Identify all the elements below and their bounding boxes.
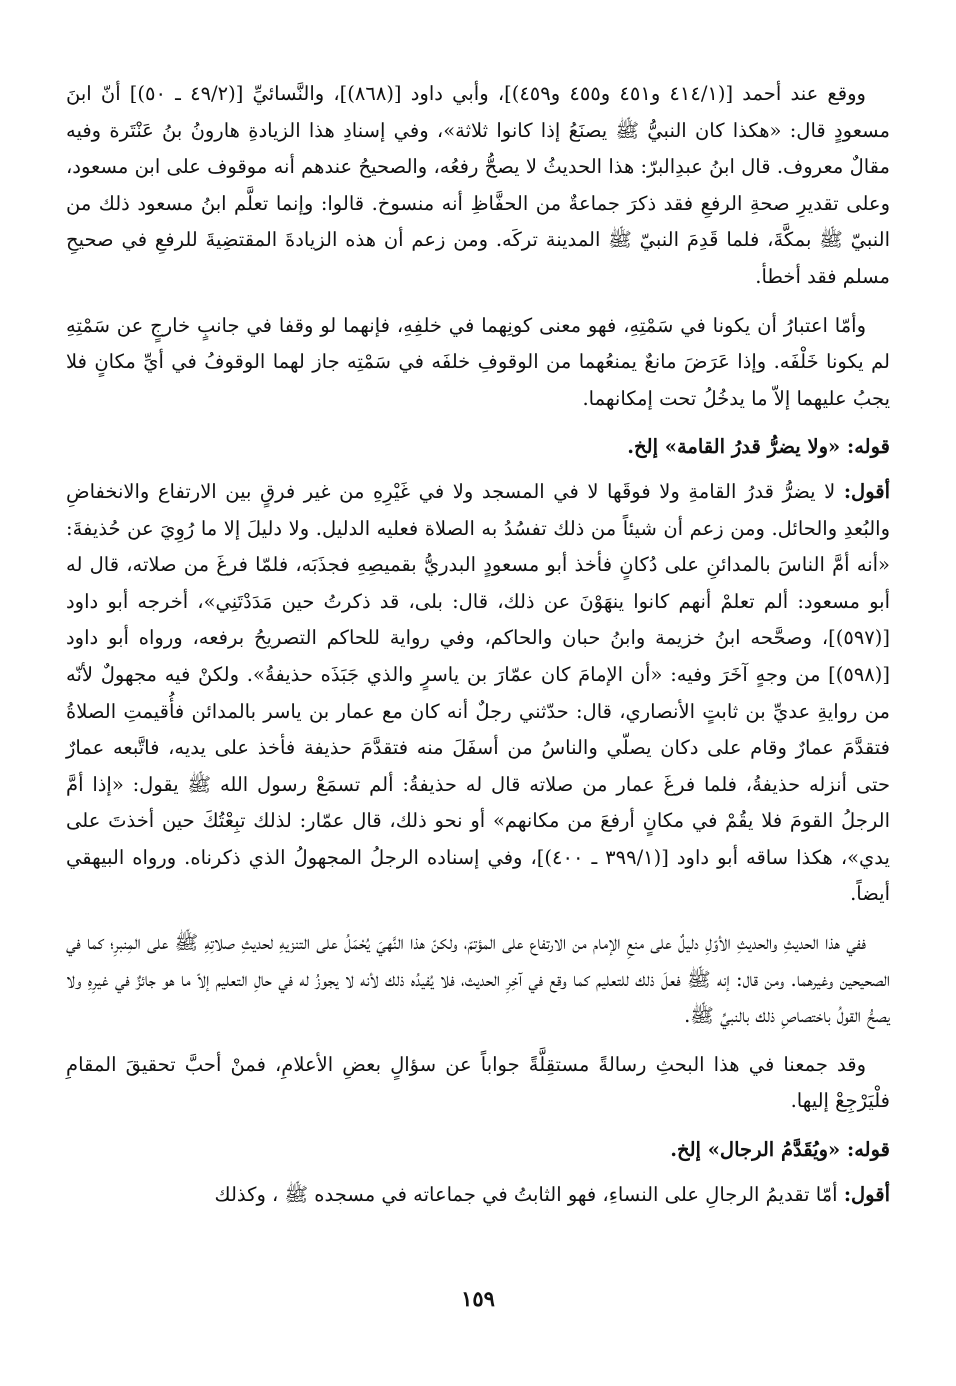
aqulu-label: أقول: — [843, 1182, 890, 1206]
paragraph-aqulu-2 — [66, 1177, 890, 1214]
paragraph-6-text: وقد جمعنا في هذا البحثِ رسالةً مستقِلَّةً جواباً عن سؤالٍ بعضِ الأعلامِ، فمنْ أحبَّ تحقيقَ المقامِ فلْيَرْجِعْ إليها. — [66, 1052, 890, 1113]
paragraph-aqulu-2-text: أمّا تقديمُ الرجالِ على النساءِ، فهو الثابتُ في جماعاته في مسجده ﷺ ، وكذلك — [214, 1182, 838, 1206]
paragraph-aqulu-1 — [66, 474, 890, 913]
commentary-heading-1-text: «ولا يضرُّ قدرُ القامة» إلخ. — [627, 435, 841, 459]
paragraph-6 — [66, 1047, 890, 1120]
paragraph-aqulu-1-text: لا يضرُّ قدرُ القامةِ ولا فوقَها لا في المسجد ولا في غَيْرِهِ من غير فرقٍ بين الارتفاع والانخفاضِ والبُعدِ والحائل. ومن زعم أن شيئاً من ذلك تفسُدُ به الصلاة فعليه الدليل. ولا دليلَ إلا ما رُوِيَ عن حُذيفةَ: «أنه أمَّ الناسَ بالمدائنِ على دُكانٍ فأخذ أبو مسعودٍ البدريُّ بقميصِهِ فجذَبَه، فلمّا فرغَ من صلاته، قال له أبو مسعود: ألم تعلمْ أنهم كانوا ينهَوْنَ عن ذلك، قال: بلى، قد ذكرتُ حين مَدَدْتَنِي»، أخرجه أبو داود [(٥٩٧)]، وصحَّحه ابنُ خزيمة وابنُ حبان والحاكم، وفي رواية للحاكم التصريحُ برفعه، ورواه أبو داود [(٥٩٨)] من وجهٍ آخَرَ وفيه: «أن الإمامَ كان عمّارَ بن ياسرٍ والذي جَبَذَه حذيفةُ». ولكنْ فيه مجهولٌ لأنّه من روايةِ عديِّ بن ثابتٍ الأنصاري، قال: حدّثني رجلٌ أنه كان مع عمار بن ياسر بالمدائن فأُقيمتِ الصلاةُ فتقدَّمَ عمارٌ وقام على دكان يصلّي والناسُ من أسفَلَ منه فتقدَّمَ حذيفة فأخذ على يديه، فاتَّبعه عمارٌ حتى أنزله حذيفةُ، فلما فرغَ عمار من صلاته قال له حذيفةُ: ألم تسمَعْ رسول الله ﷺ يقول: «إذا أمَّ الرجلُ القومَ فلا يقُمْ في مكانٍ أرفعَ من مكانهم» أو نحو ذلك، قال عمّار: لذلك تبِعْتُكَ حين أخذتَ على يدي»، هكذا ساقه أبو داود [(٣٩٩/١ ـ ٤٠٠)]، وفي إسناده الرجلُ المجهولُ الذي ذكرناه. ورواه البيهقي أيضاً. — [66, 479, 890, 906]
paragraph-1 — [66, 76, 890, 296]
qawluhu-label: قوله: — [847, 435, 890, 459]
aqulu-label: أقول: — [843, 479, 891, 503]
paragraph-2-text: وأمّا اعتبارُ أن يكونا في سَمْتِهِ، فهو معنى كونِهما في خلفِهِ، فإنهما لو وقفا في جانبٍ خارجٍ عن سَمْتِهِ لم يكونا خَلْفَه. وإذا عَرَضَ مانعٌ يمنعُهما من الوقوفِ خلفَه في سَمْتِه جاز لهما الوقوفُ في أيِّ مكانٍ فلا يجبُ عليهما إلاّ ما يدخُلُ تحت إمكانهما. — [66, 313, 890, 410]
paragraph-2 — [66, 308, 890, 418]
paragraph-5-text: ففي هذا الحديثِ والحديثِ الأوّلِ دليلٌ على منعِ الإمام من الارتفاع على المؤتمّ، ولكنّ هذا النَّهيَ يُحْمَلُ على التنزيهِ لحديثِ صلاتِهِ ﷺ على المِنبرِ؛ كما في الصحيحين وغيرهما. ومن قال: إنه ﷺ فعلَ ذلك للتعليم كما وقع في آخِرِ الحديث، فلا يُفيدُه ذلك لأنه لا يجوزُ له في حالِ التعليم إلاّ ما هو جائزٌ في غيرِهِ ولا يصحُّ القولُ باختصاصِ ذلك بالنبيِّ ﷺ. — [66, 931, 890, 1028]
commentary-heading-1 — [66, 429, 890, 466]
paragraph-5 — [66, 925, 890, 1035]
qawluhu-label: قوله: — [847, 1138, 890, 1162]
commentary-heading-2 — [66, 1132, 890, 1169]
page-number: ١٥٩ — [461, 1286, 495, 1311]
paragraph-1-text: ووقع عند أحمد [(٤١٤/١ و٤٥١ و٤٥٥ و٤٥٩)]، وأبي داود [(٨٦٨)]، والنَّسائيِّ [(٤٩/٢ ـ ٥٠)] أنّ ابنَ مسعودٍ قال: «هكذا كان النبيُّ ﷺ يصنَعُ إذا كانوا ثلاثة»، وفي إسنادِ هذا الزيادةِ هارونُ بنُ عَنْتَرة وفيه مقالٌ معروف. قال ابنُ عبدِالبرّ: هذا الحديثُ لا يصحُّ رفعُه، والصحيحُ عندهم أنه موقوف على ابن مسعود، وعلى تقديرِ صحةِ الرفعِ فقد ذكرَ جماعةٌ من الحفَّاظِ أنه منسوخ. قالوا: وإنما تعلَّم ابنُ مسعود ذلك من النبيّ ﷺ بمكَّةَ، فلما قَدِمَ النبيّ ﷺ المدينة تركَه. ومن زعم أن هذه الزيادةَ المقتضِيةَ للرفعِ في صحيحِ مسلم فقد أخطأ. — [66, 82, 890, 288]
commentary-heading-2-text: «ويُقَدَّمُ الرجال» إلخ. — [670, 1138, 841, 1162]
